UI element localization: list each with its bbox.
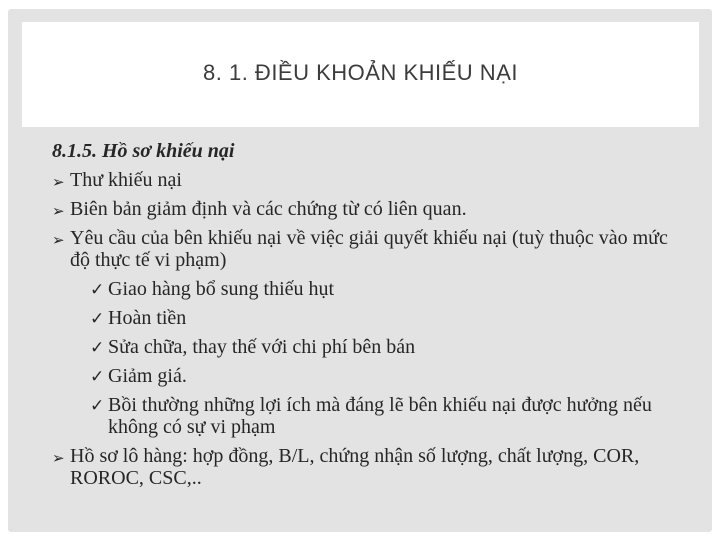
bullet-item — [52, 169, 672, 191]
sub-bullet-item — [52, 394, 672, 438]
checkmark-bullet-icon: ✓ — [90, 338, 105, 358]
bullet-item — [52, 198, 672, 220]
arrow-bullet-icon: ➢ — [52, 449, 65, 467]
sub-bullet-text: Giảm giá. — [108, 365, 187, 387]
sub-bullet-item — [52, 336, 672, 358]
checkmark-bullet-icon: ✓ — [90, 396, 105, 416]
sub-bullet-item — [52, 307, 672, 329]
sub-bullet-item — [52, 365, 672, 387]
sub-bullet-text: Bồi thường những lợi ích mà đáng lẽ bên khiếu nại được hưởng nếu không có sự vi phạm — [108, 394, 652, 438]
section-heading: 8.1.5. Hồ sơ khiếu nại — [52, 140, 235, 162]
bullet-text: Hồ sơ lô hàng: hợp đồng, B/L, chứng nhận số lượng, chất lượng, COR, ROROC, CSC,.. — [70, 445, 640, 489]
bullet-item — [52, 445, 672, 489]
sub-bullet-item — [52, 278, 672, 300]
arrow-bullet-icon: ➢ — [52, 202, 65, 220]
sub-bullet-text: Sửa chữa, thay thế với chi phí bên bán — [108, 336, 416, 358]
bullet-text: Thư khiếu nại — [70, 169, 182, 191]
title-box — [22, 22, 699, 127]
sub-bullet-text: Giao hàng bổ sung thiếu hụt — [108, 278, 335, 300]
bullet-text: Biên bản giảm định và các chứng từ có liên quan. — [70, 198, 467, 220]
arrow-bullet-icon: ➢ — [52, 231, 65, 249]
slide-content — [52, 140, 672, 496]
checkmark-bullet-icon: ✓ — [90, 367, 105, 387]
arrow-bullet-icon: ➢ — [52, 173, 65, 191]
bullet-item — [52, 227, 672, 271]
checkmark-bullet-icon: ✓ — [90, 309, 105, 329]
bullet-text: Yêu cầu của bên khiếu nại về việc giải quyết khiếu nại (tuỳ thuộc vào mức độ thực tế vi phạm) — [70, 227, 668, 271]
slide-title: 8. 1. ĐIỀU KHOẢN KHIẾU NẠI — [203, 60, 518, 85]
checkmark-bullet-icon: ✓ — [90, 280, 105, 300]
sub-bullet-text: Hoàn tiền — [108, 307, 187, 329]
